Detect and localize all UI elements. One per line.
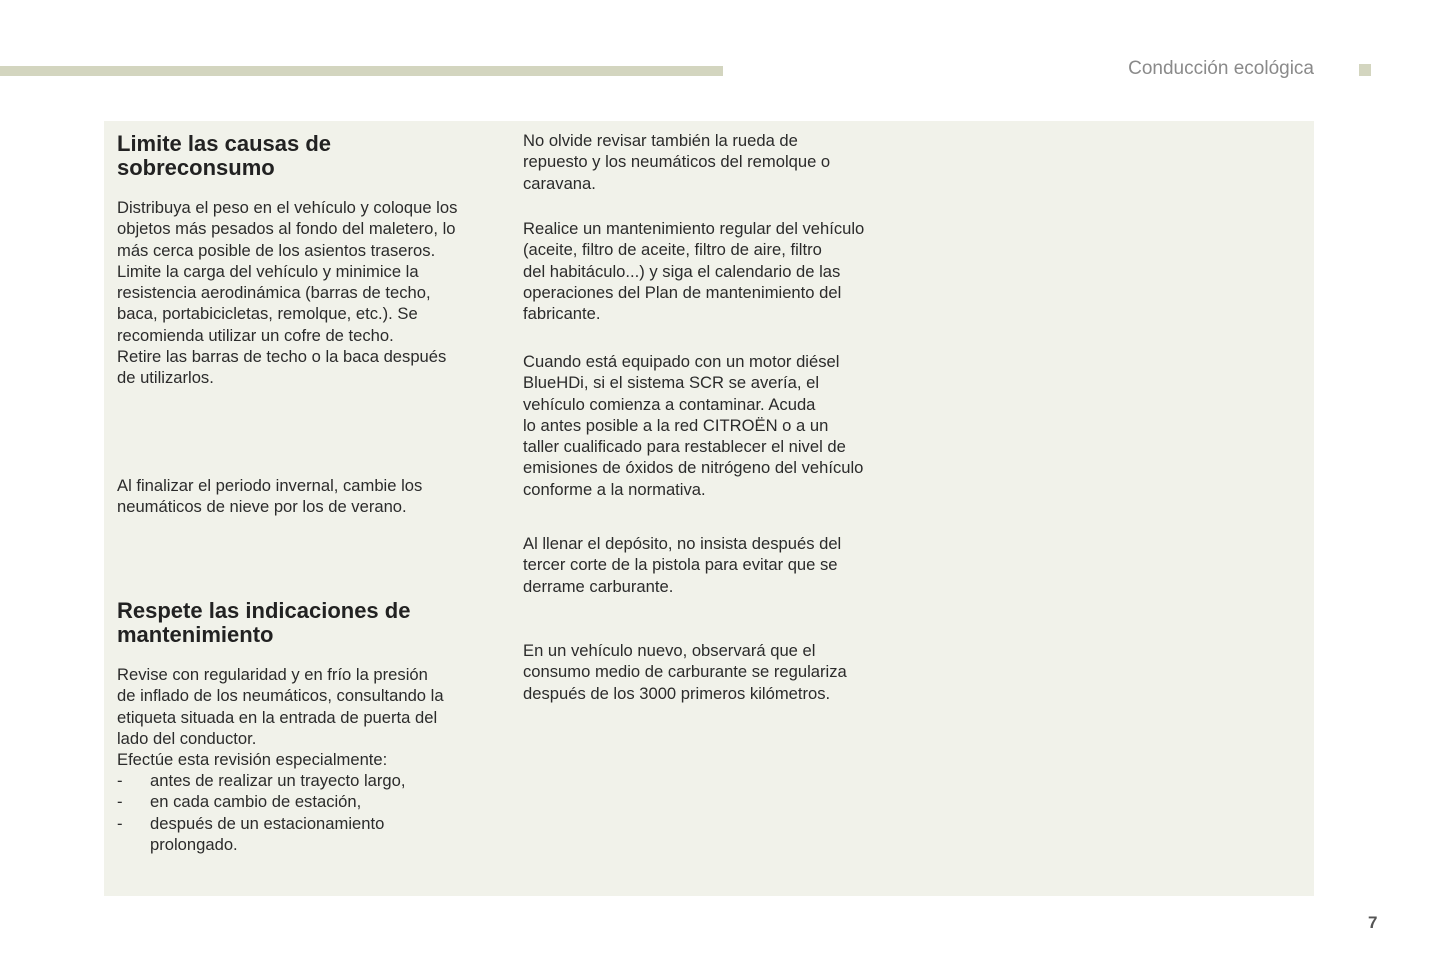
paragraph-spare-wheel: No olvide revisar también la rueda de repuesto y los neumáticos del remolque o caravana. [523,131,831,193]
checklist [117,770,507,855]
list-item: - después de un estacionamiento prolongado. [117,813,385,854]
paragraph-winter-tyres: Al finalizar el periodo invernal, cambie los neumáticos de nieve por los de verano. [117,476,423,517]
list-dash: - [117,813,123,833]
list-dash: - [117,771,123,790]
paragraph-regular-maintenance: Realice un mantenimiento regular del vehículo (aceite, filtro de aceite, filtro de aire, filtro del habitáculo...) y siga el calendario de las operaciones del Plan de mantenimiento del fabricante. [523,219,865,324]
list-item: - antes de realizar un trayecto largo, [117,771,406,790]
paragraph-bluehdi-scr: Cuando está equipado con un motor diésel BlueHDi, si el sistema SCR se avería, el vehículo comienza a contaminar. Acuda lo antes posible a la red CITROËN o a un taller cualificado para restablecer el nivel de emisiones de óxidos de nitrógeno del vehículo conforme a la normativa. [523,352,864,499]
section-marker [1359,64,1371,76]
heading-maintenance: Respete las indicaciones de mantenimiento [117,598,411,647]
paragraph-refuelling: Al llenar el depósito, no insista después del tercer corte de la pistola para evitar que se derrame carburante. [523,534,842,596]
section-title: Conducción ecológica [1128,58,1314,79]
paragraph-weight-distribution: Distribuya el peso en el vehículo y coloque los objetos más pesados al fondo del maletero, lo más cerca posible de los asientos traseros. Limite la carga del vehículo y minimice la resistencia aerodinámica (barras de techo, baca, portabicicletas, remolque, etc.). Se recomienda utilizar un cofre de techo. Retire las barras de techo o la baca después de utilizarlos. [117,198,458,388]
list-item: - en cada cambio de estación, [117,792,362,812]
page-number: 7 [1368,913,1378,932]
list-dash: - [117,792,123,812]
paragraph-tyre-pressure: Revise con regularidad y en frío la presión de inflado de los neumáticos, consultando la etiqueta situada en la entrada de puerta del lado del conductor. Efectúe esta revisión especialmente: [117,665,444,770]
heading-limit-overconsumption: Limite las causas de sobreconsumo [117,131,331,180]
paragraph-new-vehicle: En un vehículo nuevo, observará que el consumo medio de carburante se regulariza después de los 3000 primeros kilómetros. [523,641,847,703]
header-rule [0,66,723,76]
